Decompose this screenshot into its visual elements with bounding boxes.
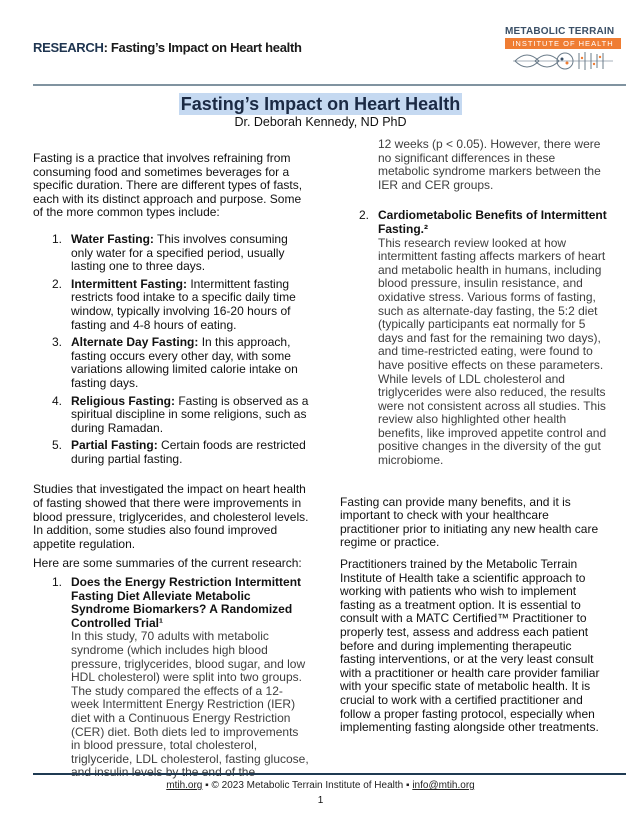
summary-title: Cardiometabolic Benefits of Intermittent Fasting.² <box>378 208 607 236</box>
logo <box>505 26 621 78</box>
header-title: : Fasting’s Impact on Heart health <box>103 40 302 55</box>
dna-leaf-icon <box>505 49 621 73</box>
footer-divider <box>33 773 626 775</box>
fasting-types-list <box>33 233 309 467</box>
summary-title: Does the Energy Restriction Intermittent Fasting Diet Alleviate Metabolic Syndrome Biomarkers? A Randomized Controlled Trial¹ <box>71 575 302 630</box>
logo-line1: METABOLIC TERRAIN <box>505 26 615 37</box>
list-item: 4. Religious Fasting: Fasting is observed as a spiritual discipline in some religions, such as during Ramadan. <box>52 393 309 435</box>
list-item: 3. Alternate Day Fasting: In this approach, fasting occurs every other day, with some variations allowing limited calorie intake on fasting days. <box>52 335 298 390</box>
title-block <box>0 93 641 130</box>
site-link[interactable]: mtih.org <box>166 780 203 791</box>
page-number: 1 <box>317 795 324 806</box>
summaries-list-2 <box>340 209 608 467</box>
summary-body: In this study, 70 adults with metabolic syndrome (which includes high blood pressure, triglycerides, blood sugar, and low HDL cholesterol) were split into two groups. The study compared the effects of a 12-week Intermittent Energy Restriction (IER) diet with a Continuous Energy Restriction (CER) diet. Both diets led to improvements in blood pressure, total cholesterol, triglyceride, LDL cholesterol, fasting glucose, <box>71 629 309 766</box>
summary-item: 2. Cardiometabolic Benefits of Intermittent Fasting.² This research review looked at how intermittent fasting affects markers of heart and metabolic health in humans, including blood pressure, insulin resistance, and oxidative stress. Various forms of fasting, such as alternate-day fasting, the 5:2 diet (typically participants eat normally for 5 days and fast for the remaining two days), and time-restricted eating, were found to have positive effects on these parameters. While levels of LDL cholesterol and triglycerides were also reduced, the results were not consistent across all studies. This review also highlighted other health benefits, like improved appetite control and positive changes in the diversity of the gut microbiome. <box>359 208 607 468</box>
closing-paragraph-2: Practitioners trained by the Metabolic Terrain Institute of Health take a scientific approach to working with patients who wish to implement fasting as a treatment option. It is essential to consult with a MATC Certified™ Practitioner to properly test, assess and address each patient before and during implementing therapeutic fasting interventions, or at the very least consult with a practitioner or health care provider familiar with your specific state of metabolic health. It is crucial to work with a certified practitioner and follow a proper fasting protocol, especially when implementing fasting alongside other treatments. <box>340 557 600 735</box>
summaries-intro: Here are some summaries of the current research: <box>33 556 302 571</box>
left-column <box>33 152 309 784</box>
summary-body: This research review looked at how intermittent fasting affects markers of heart and metabolic health in humans, including blood pressure, insulin resistance, and oxidative stress. Various forms of fasting, such as alternate-day fasting, the 5:2 diet (typically participants eat normally for 5 days and fast for the remaining two days), and time-restricted eating, were found to have positive effects on these parameters. While levels of LDL cholesterol and triglycerides were also reduced, the results were not consistent across all studies. This review also highlighted other health benefits, like improved appetite control and positive changes in the diversity of the gut microbiome. <box>378 235 607 468</box>
footer: mtih.org ▪ © 2023 Metabolic Terrain Institute of Health ▪ info@mtih.org <box>166 780 475 791</box>
email-link[interactable]: info@mtih.org <box>412 780 475 791</box>
right-column <box>340 138 608 748</box>
studies-paragraph: Studies that investigated the impact on heart health of fasting showed that there were improvements in blood pressure, triglycerides, and cholesterol levels. In addition, some studies also found improved appetite regulation. <box>33 482 309 551</box>
list-item: 5. Partial Fasting: Certain foods are restricted during partial fasting. <box>52 438 306 466</box>
list-item: 2. Intermittent Fasting: Intermittent fasting restricts food intake to a specific daily time window, typically involving 16-20 hours of fasting and 4-8 hours of eating. <box>52 276 296 332</box>
intro-paragraph: Fasting is a practice that involves refraining from consuming food and sometimes beverages for a specific duration. There are different types of fasts, each with its distinct approach and purpose. Some of the more common types include: <box>33 151 303 220</box>
list-item: 1. Water Fasting: This involves consuming only water for a specified period, usually lasting one to three days. <box>52 231 288 274</box>
copyright: © 2023 Metabolic Terrain Institute of Health <box>211 780 404 791</box>
summary-item: 1. Does the Energy Restriction Intermittent Fasting Diet Alleviate Metabolic Syndrome Biomarkers? A Randomized Controlled Trial¹ In this study, 70 adults with metabolic syndrome (which includes high blood pressure, triglycerides, blood sugar, and low HDL cholesterol) were split into two groups. The study compared the effects of a 12-week Intermittent Energy Restriction (IER) diet with a Continuous Energy Restriction (CER) diet. Both diets led to improvements in blood pressure, total cholesterol, triglyceride, LDL cholesterol, fasting glucose, <box>33 576 309 780</box>
summary-continued: 12 weeks (p < 0.05). However, there were no significant differences in these metabolic syndrome markers between the IER and CER groups. <box>378 137 601 192</box>
header-label: RESEARCH <box>33 40 104 55</box>
author: Dr. Deborah Kennedy, ND PhD <box>234 115 407 129</box>
logo-line2: INSTITUTE OF HEALTH <box>505 38 621 49</box>
header-divider <box>33 84 626 86</box>
closing-paragraph-1: Fasting can provide many benefits, and it is important to check with your healthcare practitioner prior to initiating any new health care regime or practice. <box>340 494 599 550</box>
document-title: Fasting’s Impact on Heart Health <box>180 94 461 114</box>
summaries-list-1 <box>33 576 309 780</box>
running-header <box>33 40 302 55</box>
